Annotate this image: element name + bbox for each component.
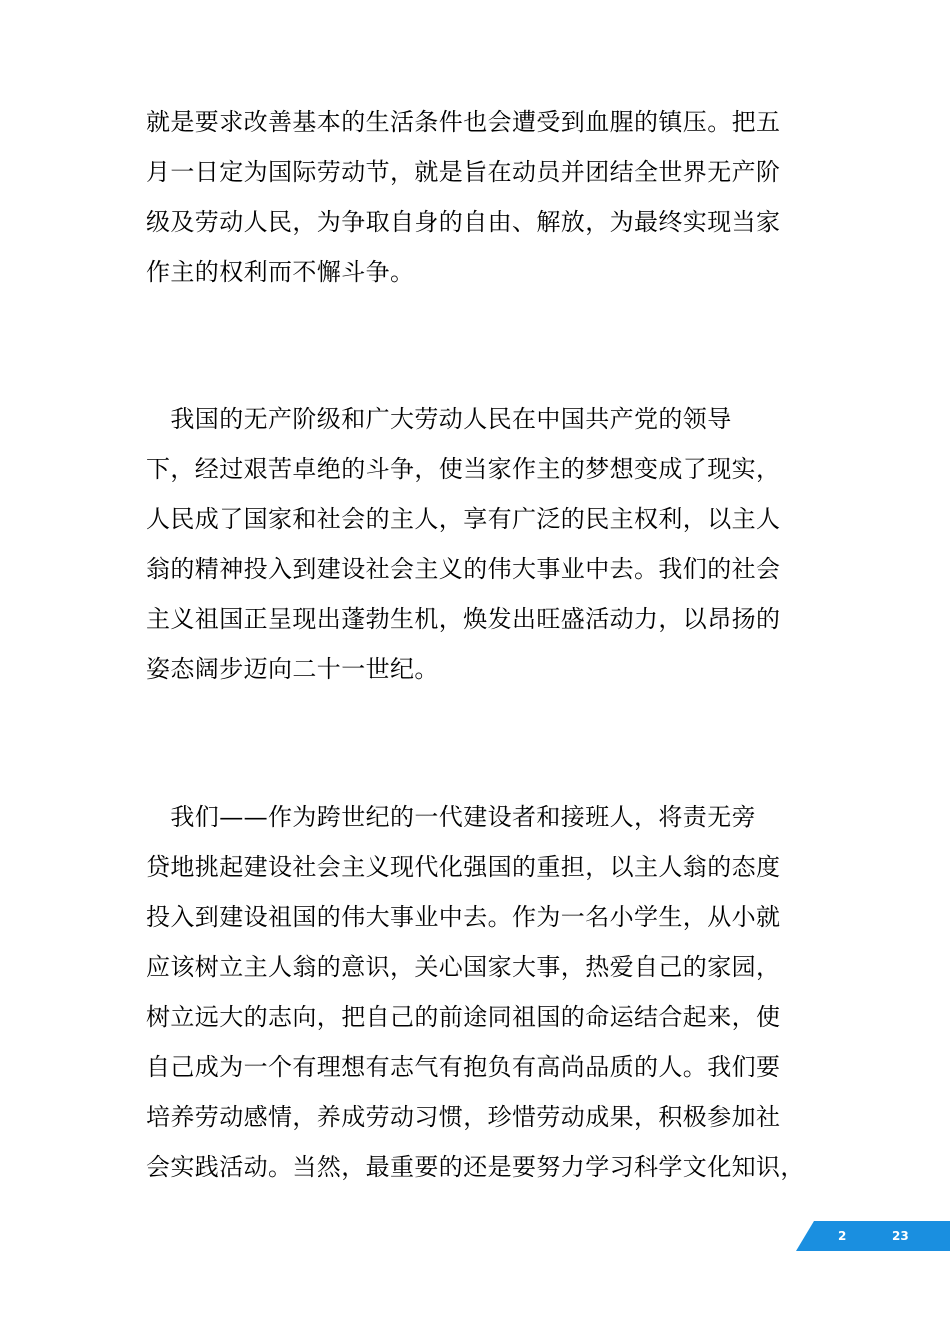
paragraph-line: 培养劳动感情，养成劳动习惯，珍惜劳动成果，积极参加社 xyxy=(146,1103,781,1131)
paragraph-line: 就是要求改善基本的生活条件也会遭受到血腥的镇压。把五 xyxy=(146,108,781,136)
paragraph-line: 作主的权利而不懈斗争。 xyxy=(146,258,415,286)
paragraph-1 xyxy=(146,97,810,297)
page-band-shape xyxy=(796,1221,950,1251)
paragraph-line: 会实践活动。当然，最重要的还是要努力学习科学文化知识， xyxy=(146,1153,805,1181)
paragraph-line: 自己成为一个有理想有志气有抱负有高尚品质的人。我们要 xyxy=(146,1053,781,1081)
page-total-number: 23 xyxy=(892,1229,909,1243)
paragraph-line: 主义祖国正呈现出蓬勃生机，焕发出旺盛活动力，以昂扬的 xyxy=(146,605,781,633)
page-number-band xyxy=(796,1221,950,1251)
paragraph-line: 级及劳动人民，为争取自身的自由、解放，为最终实现当家 xyxy=(146,208,781,236)
paragraph-line: 树立远大的志向，把自己的前途同祖国的命运结合起来，使 xyxy=(146,1003,781,1031)
paragraph-line: 我们——作为跨世纪的一代建设者和接班人，将责无旁 xyxy=(146,803,756,831)
paragraph-line: 姿态阔步迈向二十一世纪。 xyxy=(146,655,439,683)
page-current-number: 2 xyxy=(838,1229,847,1243)
paragraph-line: 下，经过艰苦卓绝的斗争，使当家作主的梦想变成了现实， xyxy=(146,455,781,483)
paragraph-line: 应该树立主人翁的意识，关心国家大事，热爱自己的家园， xyxy=(146,953,781,981)
paragraph-line: 人民成了国家和社会的主人，享有广泛的民主权利，以主人 xyxy=(146,505,781,533)
paragraph-line: 贷地挑起建设社会主义现代化强国的重担，以主人翁的态度 xyxy=(146,853,781,881)
paragraph-line: 翁的精神投入到建设社会主义的伟大事业中去。我们的社会 xyxy=(146,555,781,583)
paragraph-2 xyxy=(146,394,810,694)
paragraph-line: 月一日定为国际劳动节，就是旨在动员并团结全世界无产阶 xyxy=(146,158,781,186)
paragraph-3 xyxy=(146,792,810,1192)
paragraph-line: 投入到建设祖国的伟大事业中去。作为一名小学生，从小就 xyxy=(146,903,781,931)
paragraph-line: 我国的无产阶级和广大劳动人民在中国共产党的领导 xyxy=(146,405,732,433)
